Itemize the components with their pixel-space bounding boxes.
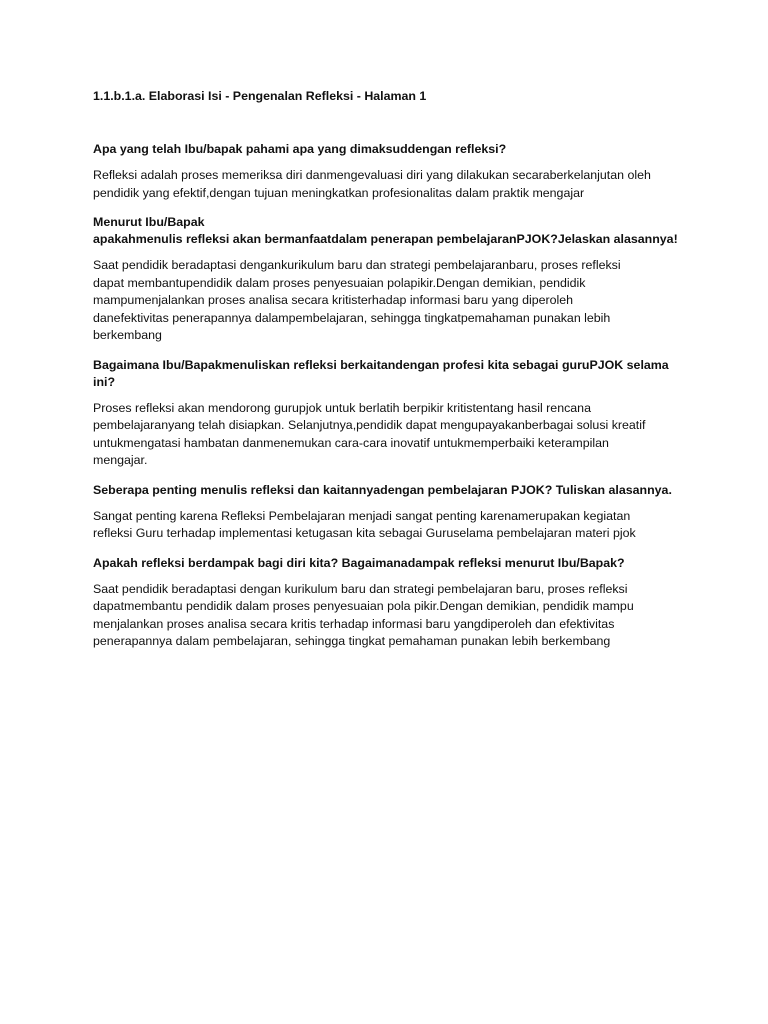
answer-4 <box>93 508 683 543</box>
answer-line: Sangat penting karena Refleksi Pembelajaran menjadi sangat penting karenamerupakan kegiatan <box>93 508 631 523</box>
answer-line: Proses refleksi akan mendorong gurupjok untuk berlatih berpikir kritistentang hasil rencana <box>93 400 591 415</box>
answer-2 <box>93 257 683 345</box>
answer-line: dapatmembantu pendidik dalam proses penyesuaian pola pikir.Dengan demikian, pendidik mampu <box>93 599 634 613</box>
question-line: apakahmenulis refleksi akan bermanfaatdalam penerapan pembelajaranPJOK?Jelaskan alasannya! <box>93 232 678 246</box>
answer-line: dapat membantupendidik dalam proses penyesuaian polapikir.Dengan demikian, pendidik <box>93 275 586 290</box>
answer-1 <box>93 167 683 202</box>
answer-line: mampumenjalankan proses analisa secara kritisterhadap informasi baru yang diperoleh <box>93 293 574 307</box>
question-line: ini? <box>93 374 116 389</box>
question-2 <box>93 214 683 248</box>
answer-3 <box>93 400 683 470</box>
question-line: Menurut Ibu/Bapak <box>93 215 205 229</box>
question-4: Seberapa penting menulis refleksi dan kaitannyadengan pembelajaran PJOK? Tuliskan alasannya. <box>93 482 672 497</box>
answer-line: pembelajaranyang telah disiapkan. Selanjutnya,pendidik dapat mengupayakanberbagai solusi kreatif <box>93 418 646 432</box>
question-1: Apa yang telah Ibu/bapak pahami apa yang dimaksuddengan refleksi? <box>93 142 507 156</box>
answer-line: pendidik yang efektif,dengan tujuan meningkatkan profesionalitas dalam praktik mengajar <box>93 185 585 200</box>
answer-line: refleksi Guru terhadap implementasi ketugasan kita sebagai Guruselama pembelajaran materi pjok <box>93 526 636 540</box>
answer-5 <box>93 581 683 651</box>
answer-line: Saat pendidik beradaptasi dengankurikulum baru dan strategi pembelajaranbaru, proses refleksi <box>93 258 621 272</box>
answer-line: untukmengatasi hambatan danmenemukan cara-cara inovatif untukmemperbaiki keterampilan <box>93 435 609 450</box>
question-line: Bagaimana Ibu/Bapakmenuliskan refleksi berkaitandengan profesi kita sebagai guruPJOK selama <box>93 357 669 372</box>
answer-line: menjalankan proses analisa secara kritis terhadap informasi baru yangdiperoleh dan efektivitas <box>93 616 615 631</box>
answer-line: penerapannya dalam pembelajaran, sehingga tingkat pemahaman punakan lebih berkembang <box>93 634 611 648</box>
answer-line: Refleksi adalah proses memeriksa diri danmengevaluasi diri yang dilakukan secaraberkelanjutan oleh <box>93 168 651 182</box>
document-title: 1.1.b.1.a. Elaborasi Isi - Pengenalan Refleksi - Halaman 1 <box>93 89 427 103</box>
answer-line: Saat pendidik beradaptasi dengan kurikulum baru dan strategi pembelajaran baru, proses refleksi <box>93 581 628 596</box>
answer-line: danefektivitas penerapannya dalampembelajaran, sehingga tingkatpemahaman punakan lebih <box>93 310 611 325</box>
question-5: Apakah refleksi berdampak bagi diri kita? Bagaimanadampak refleksi menurut Ibu/Bapak? <box>93 555 625 570</box>
answer-line: berkembang <box>93 328 162 342</box>
answer-line: mengajar. <box>93 453 148 467</box>
question-3 <box>93 357 683 391</box>
document-page <box>93 88 683 663</box>
